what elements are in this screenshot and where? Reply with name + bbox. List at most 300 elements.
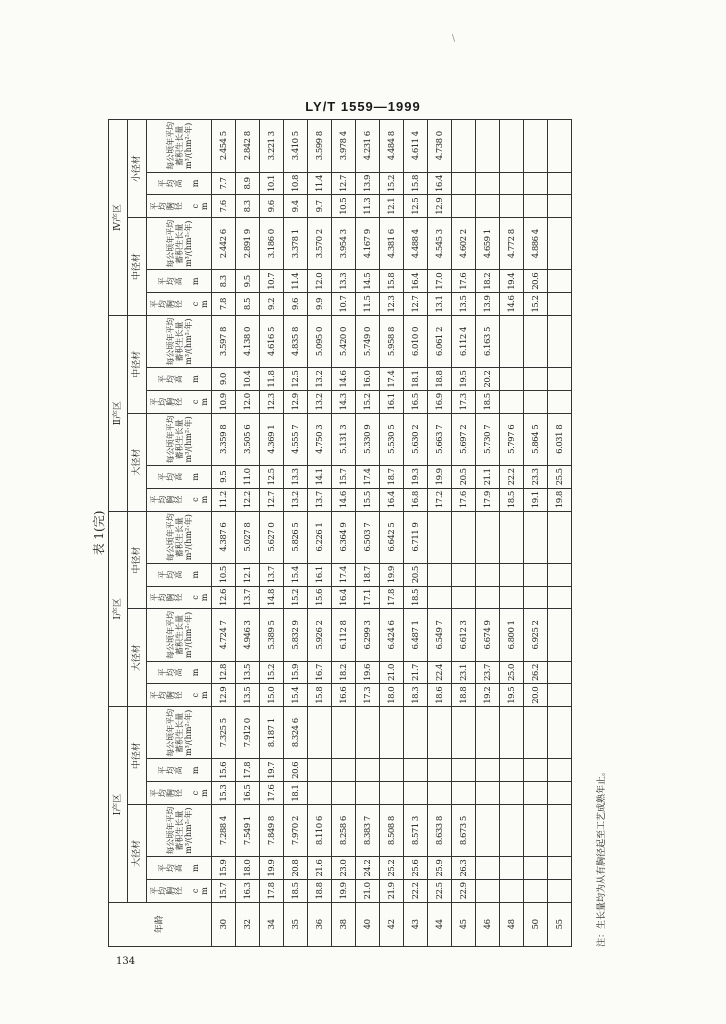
height-label: 平均高 m [147, 172, 212, 195]
value-cell [548, 563, 572, 586]
value-cell [332, 782, 356, 805]
value-cell [452, 586, 476, 609]
value-cell: 5.926 2 [308, 609, 332, 661]
value-cell: 8.3 [236, 195, 260, 218]
value-cell: 19.9 [332, 880, 356, 903]
value-cell [476, 857, 500, 880]
value-cell [476, 586, 500, 609]
value-cell: 3.954 3 [332, 218, 356, 270]
value-cell: 13.3 [284, 465, 308, 488]
zone-header: Ⅰ产区 [109, 511, 128, 707]
value-cell: 12.3 [380, 293, 404, 316]
value-cell: 26.3 [452, 857, 476, 880]
value-cell: 18.8 [308, 880, 332, 903]
value-cell [500, 172, 524, 195]
table-row [212, 120, 236, 947]
value-cell: 25.0 [500, 661, 524, 684]
value-cell: 8.571 3 [404, 805, 428, 857]
age-cell: 45 [452, 902, 476, 946]
value-cell: 17.9 [476, 488, 500, 511]
value-cell [332, 759, 356, 782]
value-cell: 18.2 [332, 661, 356, 684]
value-cell: 9.5 [212, 465, 236, 488]
value-cell: 18.1 [284, 782, 308, 805]
value-cell: 13.9 [356, 172, 380, 195]
height-label: 平均高 m [147, 270, 212, 293]
value-cell: 9.6 [284, 293, 308, 316]
value-cell: 15.2 [524, 293, 548, 316]
value-cell [548, 218, 572, 270]
value-cell: 6.299 3 [356, 609, 380, 661]
value-cell: 13.5 [236, 684, 260, 707]
value-cell: 3.221 3 [260, 120, 284, 173]
value-cell: 12.5 [404, 195, 428, 218]
value-cell: 10.5 [212, 563, 236, 586]
value-cell: 5.027 8 [236, 511, 260, 563]
value-cell: 10.7 [260, 270, 284, 293]
value-cell: 4.724 7 [212, 609, 236, 661]
age-cell: 36 [308, 902, 332, 946]
value-cell [476, 707, 500, 759]
growth-label: 每公顷年平均蓄积生长量 m³/(hm²·年) [147, 315, 212, 367]
material-header: 中径材 [128, 511, 147, 609]
value-cell: 12.7 [260, 488, 284, 511]
value-cell: 7.549 1 [236, 805, 260, 857]
value-cell [308, 759, 332, 782]
value-cell: 17.4 [380, 368, 404, 391]
age-cell: 46 [476, 902, 500, 946]
value-cell: 15.7 [212, 880, 236, 903]
value-cell [308, 782, 332, 805]
value-cell: 4.545 3 [428, 218, 452, 270]
value-cell: 19.6 [356, 661, 380, 684]
age-cell: 48 [500, 902, 524, 946]
value-cell [428, 511, 452, 563]
dbh-label: 平均胸径 cm [147, 586, 212, 609]
value-cell: 8.5 [236, 293, 260, 316]
value-cell [476, 805, 500, 857]
value-cell: 5.958 8 [380, 315, 404, 367]
value-cell: 5.530 5 [380, 413, 404, 465]
value-cell: 10.7 [332, 293, 356, 316]
value-cell: 21.7 [404, 661, 428, 684]
value-cell: 25.5 [548, 465, 572, 488]
value-cell: 5.095 0 [308, 315, 332, 367]
value-cell [476, 880, 500, 903]
value-cell [404, 782, 428, 805]
value-cell: 4.231 6 [356, 120, 380, 173]
value-cell: 14.1 [308, 465, 332, 488]
growth-table [108, 119, 572, 947]
value-cell: 5.749 0 [356, 315, 380, 367]
value-cell: 6.010 0 [404, 315, 428, 367]
value-cell: 16.5 [236, 782, 260, 805]
value-cell [500, 315, 524, 367]
value-cell [500, 857, 524, 880]
value-cell: 16.9 [428, 390, 452, 413]
value-cell: 21.0 [356, 880, 380, 903]
value-cell [524, 857, 548, 880]
value-cell: 6.549 7 [428, 609, 452, 661]
table-row [260, 120, 284, 947]
value-cell [524, 586, 548, 609]
value-cell: 16.4 [380, 488, 404, 511]
value-cell: 20.6 [284, 759, 308, 782]
value-cell: 14.5 [356, 270, 380, 293]
value-cell: 7.325 5 [212, 707, 236, 759]
value-cell: 5.730 7 [476, 413, 500, 465]
value-cell [428, 707, 452, 759]
value-cell [476, 172, 500, 195]
material-header: 小径材 [128, 120, 147, 218]
value-cell: 19.4 [500, 270, 524, 293]
value-cell [500, 368, 524, 391]
value-cell [404, 759, 428, 782]
value-cell: 10.5 [332, 195, 356, 218]
value-cell: 9.6 [260, 195, 284, 218]
value-cell: 18.8 [428, 368, 452, 391]
value-cell: 5.826 5 [284, 511, 308, 563]
value-cell [452, 782, 476, 805]
value-cell: 6.112 4 [452, 315, 476, 367]
height-label: 平均高 m [147, 563, 212, 586]
value-cell: 16.7 [308, 661, 332, 684]
value-cell: 12.6 [212, 586, 236, 609]
value-cell [548, 293, 572, 316]
value-cell: 3.978 4 [332, 120, 356, 173]
value-cell [380, 707, 404, 759]
value-cell: 7.6 [212, 195, 236, 218]
value-cell [476, 120, 500, 173]
value-cell [548, 661, 572, 684]
value-cell [476, 759, 500, 782]
value-cell: 13.3 [332, 270, 356, 293]
value-cell [524, 880, 548, 903]
value-cell: 18.6 [428, 684, 452, 707]
value-cell: 15.2 [284, 586, 308, 609]
age-cell: 43 [404, 902, 428, 946]
value-cell: 6.163 5 [476, 315, 500, 367]
value-cell: 22.4 [428, 661, 452, 684]
value-cell: 11.8 [260, 368, 284, 391]
value-cell: 20.5 [452, 465, 476, 488]
value-cell: 15.6 [212, 759, 236, 782]
value-cell: 3.186 0 [260, 218, 284, 270]
value-cell: 8.633 8 [428, 805, 452, 857]
page-number: 134 [116, 956, 136, 967]
value-cell: 11.3 [356, 195, 380, 218]
value-cell [524, 120, 548, 173]
value-cell: 19.7 [260, 759, 284, 782]
value-cell [524, 368, 548, 391]
table-row [284, 120, 308, 947]
value-cell: 17.2 [428, 488, 452, 511]
value-cell: 5.832 9 [284, 609, 308, 661]
value-cell: 4.488 4 [404, 218, 428, 270]
value-cell [524, 707, 548, 759]
value-cell: 6.364 9 [332, 511, 356, 563]
value-cell: 12.5 [284, 368, 308, 391]
growth-label: 每公顷年平均蓄积生长量 m³/(hm²·年) [147, 413, 212, 465]
value-cell [500, 586, 524, 609]
value-cell [380, 782, 404, 805]
value-cell: 20.2 [476, 368, 500, 391]
value-cell: 6.487 1 [404, 609, 428, 661]
value-cell: 21.9 [380, 880, 404, 903]
value-cell [548, 511, 572, 563]
value-cell: 3.378 1 [284, 218, 308, 270]
value-cell [524, 172, 548, 195]
value-cell: 18.8 [452, 684, 476, 707]
age-header: 年龄 [109, 902, 212, 946]
value-cell: 12.7 [404, 293, 428, 316]
value-cell [524, 315, 548, 367]
table-row [452, 120, 476, 947]
table-row [308, 120, 332, 947]
value-cell: 12.2 [236, 488, 260, 511]
value-cell: 22.2 [404, 880, 428, 903]
value-cell: 4.659 1 [476, 218, 500, 270]
value-cell: 17.4 [356, 465, 380, 488]
age-cell: 32 [236, 902, 260, 946]
value-cell: 13.9 [476, 293, 500, 316]
value-cell: 15.9 [284, 661, 308, 684]
value-cell: 15.9 [212, 857, 236, 880]
value-cell: 8.324 6 [284, 707, 308, 759]
value-cell [548, 172, 572, 195]
value-cell: 5.630 2 [404, 413, 428, 465]
value-cell [500, 511, 524, 563]
value-cell: 18.1 [404, 368, 428, 391]
value-cell: 15.0 [260, 684, 284, 707]
value-cell [500, 805, 524, 857]
table-note: 注：生长量均为从有胸径起至工艺成熟年止。 [597, 766, 607, 947]
value-cell: 18.7 [356, 563, 380, 586]
scan-mark: \ [452, 34, 456, 44]
value-cell: 11.2 [212, 488, 236, 511]
table-row [404, 120, 428, 947]
value-cell: 9.0 [212, 368, 236, 391]
value-cell: 19.9 [260, 857, 284, 880]
value-cell: 5.131 3 [332, 413, 356, 465]
material-header: 大径材 [128, 413, 147, 511]
dbh-label: 平均胸径 cm [147, 390, 212, 413]
value-cell: 10.9 [212, 390, 236, 413]
value-cell: 8.673 5 [452, 805, 476, 857]
table-row [428, 120, 452, 947]
value-cell [548, 805, 572, 857]
value-cell: 21.0 [380, 661, 404, 684]
value-cell: 6.925 2 [524, 609, 548, 661]
value-cell [548, 390, 572, 413]
material-header: 中径材 [128, 315, 147, 413]
value-cell [356, 759, 380, 782]
value-cell: 9.7 [308, 195, 332, 218]
value-cell: 15.4 [284, 563, 308, 586]
value-cell: 4.138 0 [236, 315, 260, 367]
value-cell: 7.849 8 [260, 805, 284, 857]
value-cell: 12.8 [212, 661, 236, 684]
value-cell: 4.738 0 [428, 120, 452, 173]
value-cell: 19.5 [500, 684, 524, 707]
dbh-label: 平均胸径 cm [147, 195, 212, 218]
growth-label: 每公顷年平均蓄积生长量 m³/(hm²·年) [147, 707, 212, 759]
value-cell: 23.7 [476, 661, 500, 684]
value-cell: 6.031 8 [548, 413, 572, 465]
value-cell: 17.0 [428, 270, 452, 293]
value-cell [356, 782, 380, 805]
value-cell: 18.5 [404, 586, 428, 609]
value-cell: 21.6 [308, 857, 332, 880]
value-cell [500, 563, 524, 586]
value-cell: 22.9 [452, 880, 476, 903]
value-cell: 25.2 [380, 857, 404, 880]
value-cell: 14.8 [260, 586, 284, 609]
document-code: LY/T 1559—1999 [305, 99, 421, 114]
value-cell: 19.5 [452, 368, 476, 391]
value-cell: 8.9 [236, 172, 260, 195]
value-cell: 15.7 [332, 465, 356, 488]
value-cell [524, 759, 548, 782]
value-cell: 19.1 [524, 488, 548, 511]
table-row [500, 120, 524, 947]
growth-label: 每公顷年平均蓄积生长量 m³/(hm²·年) [147, 218, 212, 270]
value-cell: 11.4 [284, 270, 308, 293]
value-cell: 5.627 0 [260, 511, 284, 563]
value-cell: 6.061 2 [428, 315, 452, 367]
height-label: 平均高 m [147, 465, 212, 488]
value-cell [452, 172, 476, 195]
value-cell: 9.2 [260, 293, 284, 316]
value-cell: 16.3 [236, 880, 260, 903]
value-cell: 12.1 [236, 563, 260, 586]
value-cell: 3.505 6 [236, 413, 260, 465]
value-cell: 9.4 [284, 195, 308, 218]
value-cell: 19.8 [548, 488, 572, 511]
age-cell: 55 [548, 902, 572, 946]
age-cell: 34 [260, 902, 284, 946]
value-cell: 18.0 [380, 684, 404, 707]
value-cell: 5.864 5 [524, 413, 548, 465]
value-cell [476, 782, 500, 805]
value-cell: 4.616 5 [260, 315, 284, 367]
value-cell: 16.1 [380, 390, 404, 413]
value-cell: 23.1 [452, 661, 476, 684]
value-cell [524, 563, 548, 586]
zone-header-row [109, 120, 128, 947]
value-cell: 10.8 [284, 172, 308, 195]
value-cell: 12.1 [380, 195, 404, 218]
value-cell [404, 707, 428, 759]
growth-label: 每公顷年平均蓄积生长量 m³/(hm²·年) [147, 511, 212, 563]
value-cell: 13.1 [428, 293, 452, 316]
value-cell: 18.0 [236, 857, 260, 880]
value-cell [452, 707, 476, 759]
value-cell [500, 195, 524, 218]
value-cell: 2.891 9 [236, 218, 260, 270]
value-cell: 14.6 [332, 488, 356, 511]
dbh-label: 平均胸径 cm [147, 684, 212, 707]
value-cell [428, 563, 452, 586]
value-cell [308, 707, 332, 759]
value-cell: 17.8 [260, 880, 284, 903]
value-cell [476, 511, 500, 563]
value-cell: 13.7 [236, 586, 260, 609]
value-cell: 4.750 3 [308, 413, 332, 465]
value-cell: 4.167 9 [356, 218, 380, 270]
value-cell: 17.3 [452, 390, 476, 413]
growth-label: 每公顷年平均蓄积生长量 m³/(hm²·年) [147, 805, 212, 857]
table-title: 表 1(完) [92, 510, 106, 556]
value-cell [452, 195, 476, 218]
value-cell: 20.5 [404, 563, 428, 586]
value-cell: 4.835 8 [284, 315, 308, 367]
value-cell: 14.6 [500, 293, 524, 316]
value-cell: 7.912 0 [236, 707, 260, 759]
value-cell: 20.0 [524, 684, 548, 707]
value-cell: 17.3 [356, 684, 380, 707]
value-cell [452, 511, 476, 563]
value-cell: 12.7 [332, 172, 356, 195]
value-cell: 15.8 [404, 172, 428, 195]
table-row [380, 120, 404, 947]
value-cell: 22.2 [500, 465, 524, 488]
value-cell: 12.3 [260, 390, 284, 413]
value-cell [452, 563, 476, 586]
value-cell [452, 120, 476, 173]
value-cell: 6.424 6 [380, 609, 404, 661]
material-header: 大径材 [128, 805, 147, 903]
value-cell: 17.4 [332, 563, 356, 586]
value-cell [476, 563, 500, 586]
zone-header: Ⅰ产区 [109, 707, 128, 903]
growth-label: 每公顷年平均蓄积生长量 m³/(hm²·年) [147, 120, 212, 173]
value-cell [332, 707, 356, 759]
value-cell: 17.6 [260, 782, 284, 805]
value-cell: 19.2 [476, 684, 500, 707]
value-cell: 13.2 [308, 390, 332, 413]
value-cell: 6.612 3 [452, 609, 476, 661]
value-cell [548, 120, 572, 173]
value-cell: 24.2 [356, 857, 380, 880]
material-header-row [128, 120, 147, 947]
value-cell [356, 707, 380, 759]
value-cell: 17.6 [452, 488, 476, 511]
value-cell [428, 586, 452, 609]
age-cell: 50 [524, 902, 548, 946]
value-cell: 4.946 3 [236, 609, 260, 661]
value-cell: 18.7 [380, 465, 404, 488]
value-cell [524, 805, 548, 857]
value-cell: 5.697 2 [452, 413, 476, 465]
value-cell: 25.9 [428, 857, 452, 880]
value-cell: 2.842 8 [236, 120, 260, 173]
value-cell: 8.187 1 [260, 707, 284, 759]
value-cell [548, 270, 572, 293]
value-cell [500, 782, 524, 805]
value-cell: 23.0 [332, 857, 356, 880]
value-cell: 15.2 [356, 390, 380, 413]
value-cell: 13.5 [452, 293, 476, 316]
dbh-label: 平均胸径 cm [147, 293, 212, 316]
value-cell: 15.2 [380, 172, 404, 195]
value-cell [452, 759, 476, 782]
value-cell: 17.8 [380, 586, 404, 609]
value-cell: 18.2 [476, 270, 500, 293]
value-cell: 13.2 [308, 368, 332, 391]
value-cell: 18.5 [476, 390, 500, 413]
age-cell: 40 [356, 902, 380, 946]
